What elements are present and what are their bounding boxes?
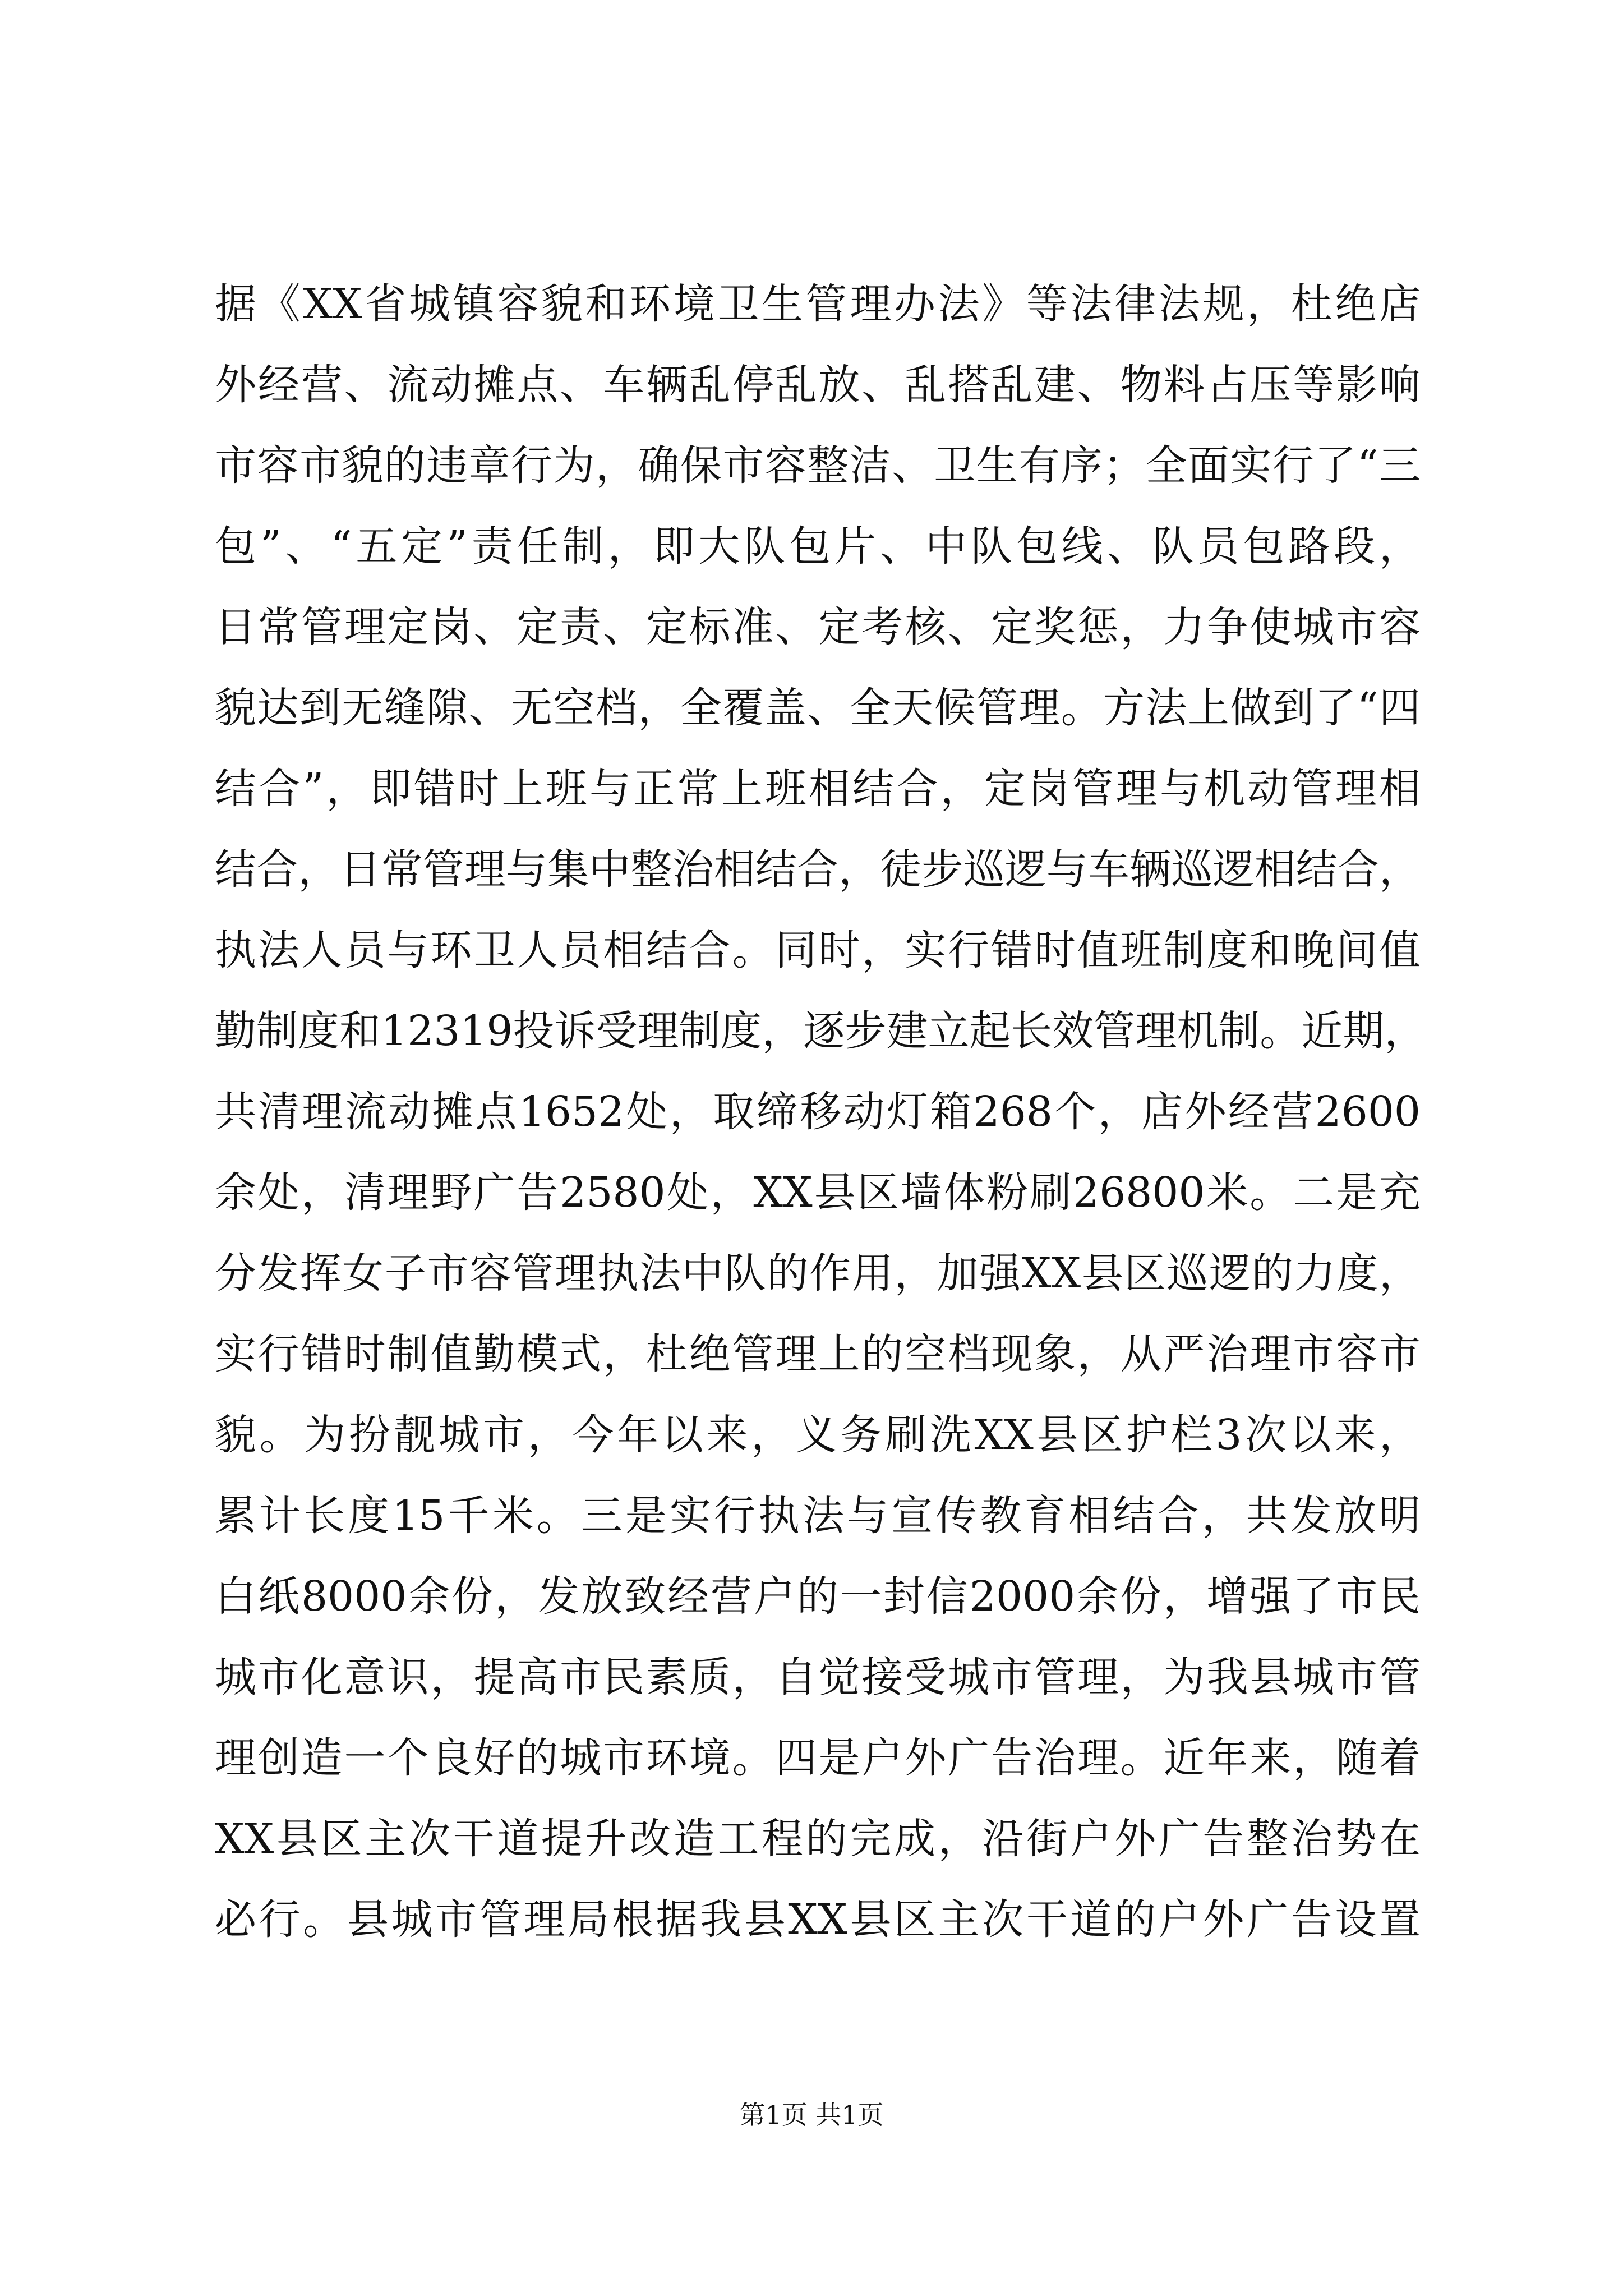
text-line: 城市化意识，提高市民素质，自觉接受城市管理，为我县城市管	[215, 1653, 1421, 1701]
text-line: 结合，日常管理与集中整治相结合，徒步巡逻与车辆巡逻相结合，	[215, 845, 1421, 894]
text-line: 共清理流动摊点1652处，取缔移动灯箱268个，店外经营2600	[215, 1088, 1421, 1136]
text-line: 外经营、流动摊点、车辆乱停乱放、乱搭乱建、物料占压等影响	[215, 361, 1421, 409]
text-line: 市容市貌的违章行为，确保市容整洁、卫生有序；全面实行了“三	[215, 441, 1421, 490]
text-line: 累计长度15千米。三是实行执法与宣传教育相结合，共发放明	[215, 1492, 1421, 1540]
page-footer: 第1页 共1页	[739, 2100, 884, 2130]
text-line: 分发挥女子市容管理执法中队的作用，加强XX县区巡逻的力度，	[215, 1249, 1421, 1297]
text-line: 结合”，即错时上班与正常上班相结合，定岗管理与机动管理相	[215, 765, 1421, 813]
text-line: 据《XX省城镇容貌和环境卫生管理办法》等法律法规，杜绝店	[215, 280, 1421, 328]
text-line: 白纸8000余份，发放致经营户的一封信2000余份，增强了市民	[215, 1572, 1421, 1621]
text-line: 貌。为扮靓城市，今年以来，义务刷洗XX县区护栏3次以来，	[215, 1411, 1421, 1459]
text-line: 执法人员与环卫人员相结合。同时，实行错时值班制度和晚间值	[215, 926, 1421, 974]
text-line: 实行错时制值勤模式，杜绝管理上的空档现象，从严治理市容市	[215, 1330, 1421, 1378]
body-text	[215, 264, 1426, 1960]
text-line: 包”、“五定”责任制，即大队包片、中队包线、队员包路段，	[215, 522, 1421, 570]
text-line: 勤制度和12319投诉受理制度，逐步建立起长效管理机制。近期，	[215, 1007, 1426, 1055]
text-line: 必行。县城市管理局根据我县XX县区主次干道的户外广告设置	[215, 1895, 1421, 1944]
text-line: XX县区主次干道提升改造工程的完成，沿街户外广告整治势在	[215, 1815, 1421, 1863]
text-line: 貌达到无缝隙、无空档，全覆盖、全天候管理。方法上做到了“四	[215, 684, 1421, 732]
text-line: 余处，清理野广告2580处，XX县区墙体粉刷26800米。二是充	[215, 1168, 1421, 1217]
text-line: 理创造一个良好的城市环境。四是户外广告治理。近年来，随着	[215, 1734, 1421, 1782]
text-line: 日常管理定岗、定责、定标准、定考核、定奖惩，力争使城市容	[215, 603, 1421, 651]
